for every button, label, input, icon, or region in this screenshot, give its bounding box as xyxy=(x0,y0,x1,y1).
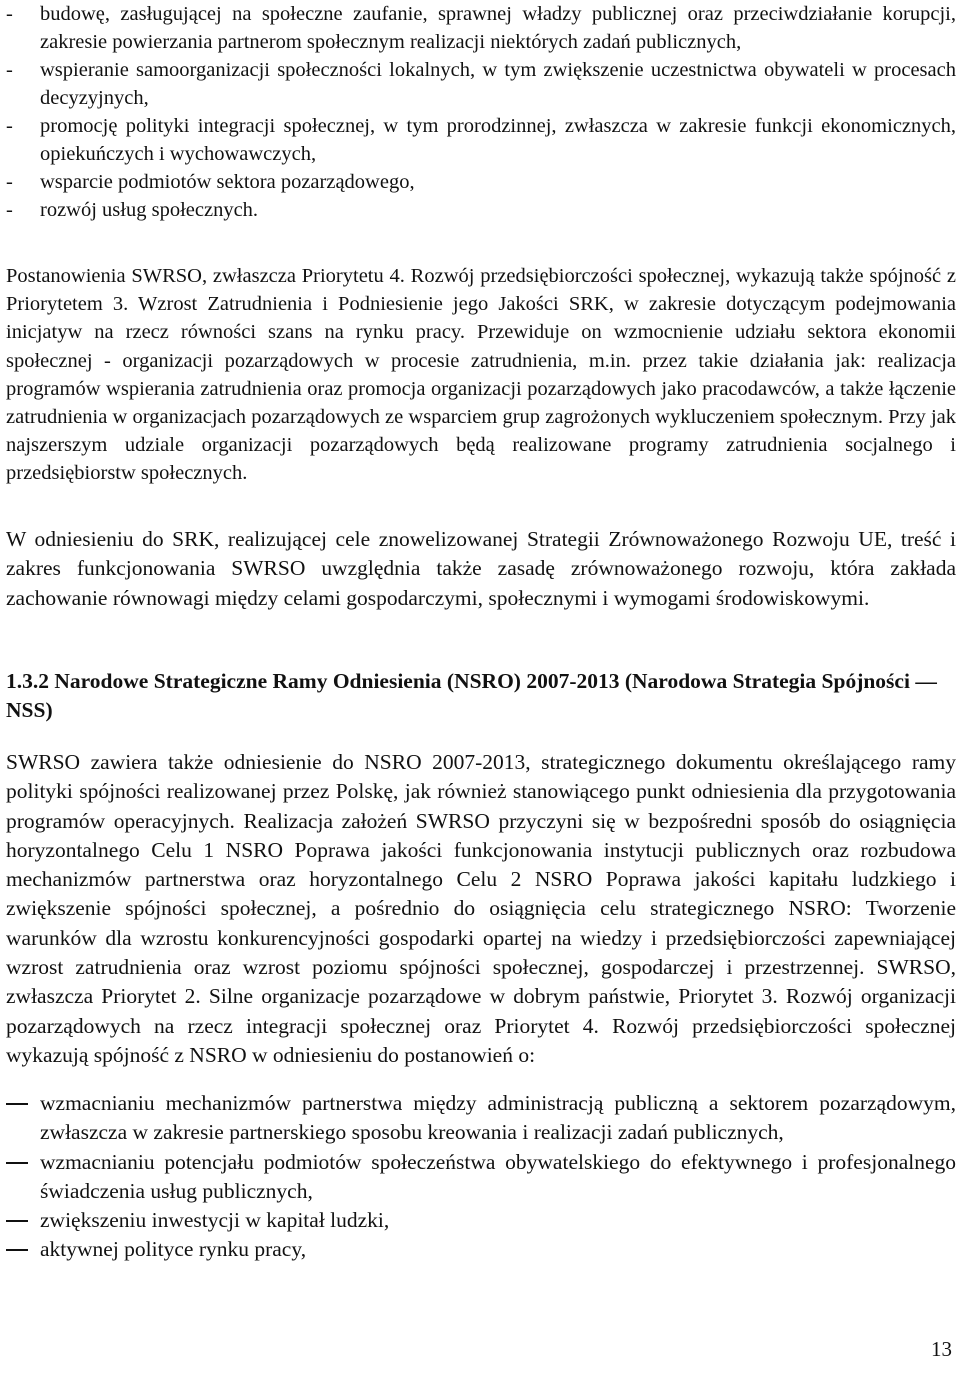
list-item-text: rozwój usług społecznych. xyxy=(40,199,259,221)
list-item xyxy=(6,1089,956,1148)
paragraph-postanowienia: Postanowienia SWRSO, zwłaszcza Priorytetu 4. Rozwój przedsiębiorczości społecznej, wykazują także spójność z Priorytetem 3. Wzrost Zatrudnienia i Podniesienie jego Jakości SRK, w zakresie dotyczącym podejmowania inicjatyw na rzecz równości szans na rynku pracy. Przewiduje on wzmocnienie udziału sektora ekonomii społecznej - organizacji pozarządowych w procesie zatrudnienia, m.in. przez takie działania jak: realizacja programów wspierania zatrudnienia oraz promocja organizacji pozarządowych jako pracodawców, a także łączenie zatrudnienia w organizacjach pozarządowych ze wsparciem grup zagrożonych wykluczeniem społecznym. Przy jak najszerszym udziale organizacji pozarządowych będą realizowane programy zatrudnienia socjalnego i przedsiębiorstw społecznych. xyxy=(6,265,956,485)
list-item xyxy=(6,1148,956,1207)
list-item-text: wspieranie samoorganizacji społeczności lokalnych, w tym zwiększenie uczestnictwa obywateli w procesach decyzyjnych, xyxy=(40,59,956,109)
dash-marker xyxy=(6,1162,28,1164)
dash-marker xyxy=(6,1249,28,1251)
dash-marker: - xyxy=(6,3,13,25)
list-item xyxy=(6,56,956,112)
list-item xyxy=(6,168,956,196)
list-item-text: aktywnej polityce rynku pracy, xyxy=(40,1237,307,1262)
list-item-text: promocję polityki integracji społecznej, w tym prorodzinnej, zwłaszcza w zakresie funkcji ekonomicznych, opiekuńczych i wychowawczych, xyxy=(40,115,956,165)
dash-marker: - xyxy=(6,115,13,137)
list-item-text: zwiększeniu inwestycji w kapitał ludzki, xyxy=(40,1208,390,1233)
list-item xyxy=(6,1235,956,1264)
dash-marker: - xyxy=(6,199,13,221)
page-number: 13 xyxy=(931,1337,952,1361)
list-item-text: wzmacnianiu mechanizmów partnerstwa między administracją publiczną a sektorem pozarządowym, zwłaszcza w zakresie partnerskiego sposobu kreowania i realizacji zadań publicznych, xyxy=(40,1091,956,1145)
top-bullet-list xyxy=(6,0,956,224)
dash-marker xyxy=(6,1103,28,1105)
dash-marker: - xyxy=(6,59,13,81)
list-item-text: wzmacnianiu potencjału podmiotów społeczeństwa obywatelskiego do efektywnego i profesjonalnego świadczenia usług publicznych, xyxy=(40,1149,956,1203)
list-item xyxy=(6,112,956,168)
dash-marker xyxy=(6,1220,28,1222)
list-item-text: wsparcie podmiotów sektora pozarządowego, xyxy=(40,171,415,193)
list-item xyxy=(6,1206,956,1235)
paragraph-srk: W odniesieniu do SRK, realizującej cele znowelizowanej Strategii Zrównoważonego Rozwoju UE, treść i zakres funkcjonowania SWRSO uwzględnia także zasadę zrównoważonego rozwoju, która zakłada zachowanie równowagi między celami gospodarczymi, społecznymi i wymogami środowiskowymi. xyxy=(6,527,956,610)
list-item xyxy=(6,196,956,224)
paragraph-nsro: SWRSO zawiera także odniesienie do NSRO 2007-2013, strategicznego dokumentu określającego ramy polityki spójności realizowanej przez Polskę, jak również stanowiącego punkt odniesienia dla przygotowania programów operacyjnych. Realizacja założeń SWRSO przyczyni się w bezpośredni sposób do osiągnięcia horyzontalnego Celu 1 NSRO Poprawa jakości funkcjonowania instytucji publicznych oraz rozbudowa mechanizmów partnerstwa oraz horyzontalnego Celu 2 NSRO Poprawa jakości kapitału ludzkiego i zwiększenie spójności społecznej, a pośrednio do osiągnięcia celu strategicznego NSRO: Tworzenie warunków dla wzrostu konkurencyjności gospodarki opartej na wiedzy i przedsiębiorczości zapewniającej wzrost zatrudnienia oraz wzrost poziomu spójności społecznej, gospodarczej i przestrzennej. SWRSO, zwłaszcza Priorytet 2. Silne organizacje pozarządowe w dobrym państwie, Priorytet 3. Rozwój organizacji pozarządowych na rzecz integracji społecznej oraz Priorytet 4. Rozwój przedsiębiorczości społecznej wykazują spójność z NSRO w odniesieniu do postanowień o: xyxy=(6,750,956,1067)
list-item xyxy=(6,0,956,56)
dash-marker: - xyxy=(6,171,13,193)
bottom-bullet-list xyxy=(6,1089,956,1265)
list-item-text: budowę, zasługującej na społeczne zaufanie, sprawnej władzy publicznej oraz przeciwdziałanie korupcji, zakresie powierzania partnerom społecznym realizacji niektórych zadań publicznych, xyxy=(40,3,956,53)
section-heading: 1.3.2 Narodowe Strategiczne Ramy Odniesienia (NSRO) 2007-2013 (Narodowa Strategia Spójności — NSS) xyxy=(6,669,937,722)
